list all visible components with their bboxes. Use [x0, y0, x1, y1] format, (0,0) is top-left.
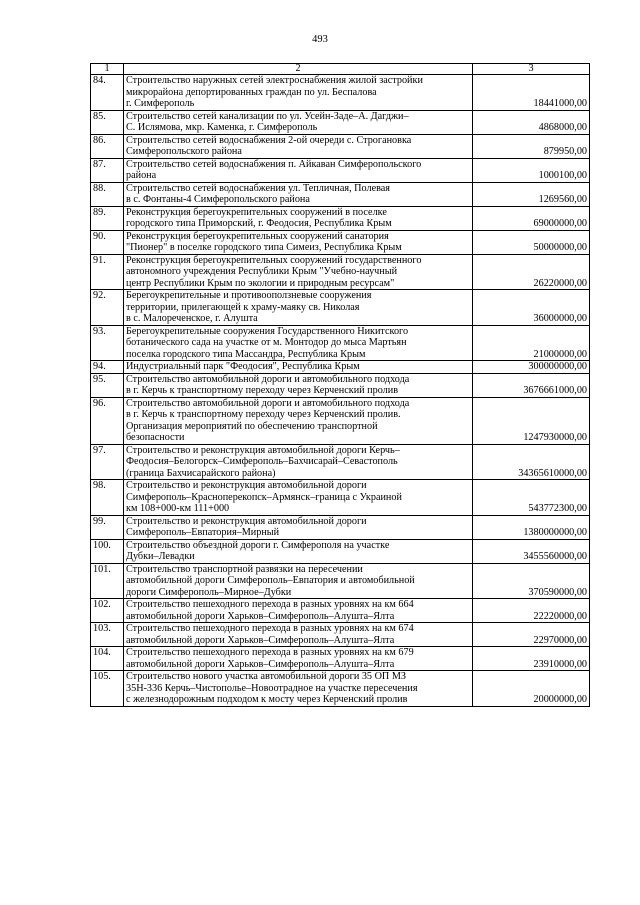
- row-number: 103.: [91, 623, 124, 647]
- row-number: 87.: [91, 158, 124, 182]
- row-description: Реконструкция берегоукрепительных сооружений в поселке городского типа Приморский, г. Феодосия, Республика Крым: [124, 206, 473, 230]
- row-amount: 26220000,00: [473, 254, 590, 290]
- row-number: 96.: [91, 397, 124, 444]
- row-number: 101.: [91, 563, 124, 599]
- table-row: [91, 671, 590, 707]
- column-header-description: 2: [124, 64, 473, 75]
- row-description: Строительство автомобильной дороги и автомобильного подхода в г. Керчь к транспортному переходу через Керченский пролив. Организация мероприятий по обеспечению транспортной безопасности: [124, 397, 473, 444]
- row-description: Строительство пешеходного перехода в разных уровнях на км 674 автомобильной дороги Харьков–Симферополь–Алушта–Ялта: [124, 623, 473, 647]
- table-row: [91, 325, 590, 361]
- row-number: 95.: [91, 373, 124, 397]
- table-row: [91, 230, 590, 254]
- row-number: 105.: [91, 671, 124, 707]
- row-amount: 879950,00: [473, 134, 590, 158]
- row-number: 98.: [91, 480, 124, 516]
- row-number: 92.: [91, 290, 124, 326]
- row-description: Индустриальный парк "Феодосия", Республика Крым: [124, 361, 473, 374]
- row-number: 102.: [91, 599, 124, 623]
- row-description: Строительство наружных сетей электроснабжения жилой застройки микрорайона депортированных граждан по ул. Беспалова г. Симферополь: [124, 75, 473, 111]
- row-amount: 20000000,00: [473, 671, 590, 707]
- row-amount: 1269560,00: [473, 182, 590, 206]
- table-header-row: [91, 64, 590, 75]
- row-amount: 3455560000,00: [473, 539, 590, 563]
- row-amount: 21000000,00: [473, 325, 590, 361]
- row-description: Строительство автомобильной дороги и автомобильного подхода в г. Керчь к транспортному переходу через Керченский пролив: [124, 373, 473, 397]
- table-row: [91, 158, 590, 182]
- row-amount: 300000000,00: [473, 361, 590, 374]
- table-row: [91, 647, 590, 671]
- row-amount: 1000100,00: [473, 158, 590, 182]
- row-description: Строительство пешеходного перехода в разных уровнях на км 664 автомобильной дороги Харьков–Симферополь–Алушта–Ялта: [124, 599, 473, 623]
- column-header-amount: 3: [473, 64, 590, 75]
- row-amount: 543772300,00: [473, 480, 590, 516]
- table-row: [91, 134, 590, 158]
- row-description: Реконструкция берегоукрепительных сооружений государственного автономного учреждения Республики Крым "Учебно-научный центр Республики Крым по экологии и природным ресурсам": [124, 254, 473, 290]
- row-number: 104.: [91, 647, 124, 671]
- row-number: 85.: [91, 110, 124, 134]
- row-number: 89.: [91, 206, 124, 230]
- table-row: [91, 110, 590, 134]
- row-amount: 34365610000,00: [473, 444, 590, 480]
- row-amount: 1380000000,00: [473, 515, 590, 539]
- row-number: 84.: [91, 75, 124, 111]
- row-amount: 23910000,00: [473, 647, 590, 671]
- row-amount: 69000000,00: [473, 206, 590, 230]
- row-amount: 4868000,00: [473, 110, 590, 134]
- row-amount: 18441000,00: [473, 75, 590, 111]
- row-number: 88.: [91, 182, 124, 206]
- table-body: [91, 75, 590, 707]
- table-row: [91, 480, 590, 516]
- row-description: Строительство сетей водоснабжения п. Айкаван Симферопольского района: [124, 158, 473, 182]
- row-amount: 1247930000,00: [473, 397, 590, 444]
- row-description: Строительство пешеходного перехода в разных уровнях на км 679 автомобильной дороги Харьков–Симферополь–Алушта–Ялта: [124, 647, 473, 671]
- row-amount: 370590000,00: [473, 563, 590, 599]
- page-number: 493: [312, 34, 328, 45]
- row-amount: 3676661000,00: [473, 373, 590, 397]
- row-number: 93.: [91, 325, 124, 361]
- table-row: [91, 182, 590, 206]
- row-amount: 22220000,00: [473, 599, 590, 623]
- row-description: Строительство нового участка автомобильной дороги 35 ОП МЗ 35Н-336 Керчь–Чистополье–Новоотрадное на участке пересечения с железнодорожным подходом к мосту через Керченский пролив: [124, 671, 473, 707]
- table-row: [91, 623, 590, 647]
- table-row: [91, 444, 590, 480]
- table-row: [91, 254, 590, 290]
- row-amount: 36000000,00: [473, 290, 590, 326]
- row-description: Реконструкция берегоукрепительных сооружений санатория "Пионер" в поселке городского типа Симеиз, Республика Крым: [124, 230, 473, 254]
- table-row: [91, 563, 590, 599]
- row-amount: 50000000,00: [473, 230, 590, 254]
- row-description: Строительство сетей канализации по ул. Усейн-Заде–А. Дагджи– С. Ислямова, мкр. Каменка, г. Симферополь: [124, 110, 473, 134]
- row-description: Берегоукрепительные и противооползневые сооружения территории, прилегающей к храму-маяку св. Николая в с. Малореченское, г. Алушта: [124, 290, 473, 326]
- row-number: 99.: [91, 515, 124, 539]
- row-description: Строительство и реконструкция автомобильной дороги Керчь– Феодосия–Белогорск–Симферополь–Бахчисарай–Севастополь (граница Бахчисарайского района): [124, 444, 473, 480]
- row-number: 86.: [91, 134, 124, 158]
- row-number: 100.: [91, 539, 124, 563]
- table-row: [91, 75, 590, 111]
- row-number: 97.: [91, 444, 124, 480]
- row-description: Строительство и реконструкция автомобильной дороги Симферополь–Евпатория–Мирный: [124, 515, 473, 539]
- table-row: [91, 515, 590, 539]
- row-amount: 22970000,00: [473, 623, 590, 647]
- row-description: Строительство сетей водоснабжения ул. Тепличная, Полевая в с. Фонтаны-4 Симферопольского района: [124, 182, 473, 206]
- row-description: Строительство объездной дороги г. Симферополя на участке Дубки–Левадки: [124, 539, 473, 563]
- row-description: Строительство и реконструкция автомобильной дороги Симферополь–Красноперекопск–Армянск–граница с Украиной км 108+000-км 111+000: [124, 480, 473, 516]
- row-number: 94.: [91, 361, 124, 374]
- column-header-number: 1: [91, 64, 124, 75]
- table-row: [91, 206, 590, 230]
- table-row: [91, 290, 590, 326]
- row-number: 90.: [91, 230, 124, 254]
- row-description: Строительство сетей водоснабжения 2-ой очереди с. Строгановка Симферопольского района: [124, 134, 473, 158]
- table-row: [91, 361, 590, 374]
- row-number: 91.: [91, 254, 124, 290]
- table-row: [91, 599, 590, 623]
- table-row: [91, 539, 590, 563]
- table-row: [91, 373, 590, 397]
- row-description: Берегоукрепительные сооружения Государственного Никитского ботанического сада на участке от м. Монтодор до мыса Мартьян поселка городского типа Массандра, Республика Крым: [124, 325, 473, 361]
- budget-table: [90, 63, 590, 707]
- row-description: Строительство транспортной развязки на пересечении автомобильной дороги Симферополь–Евпатория и автомобильной дороги Симферополь–Мирное–Дубки: [124, 563, 473, 599]
- table-row: [91, 397, 590, 444]
